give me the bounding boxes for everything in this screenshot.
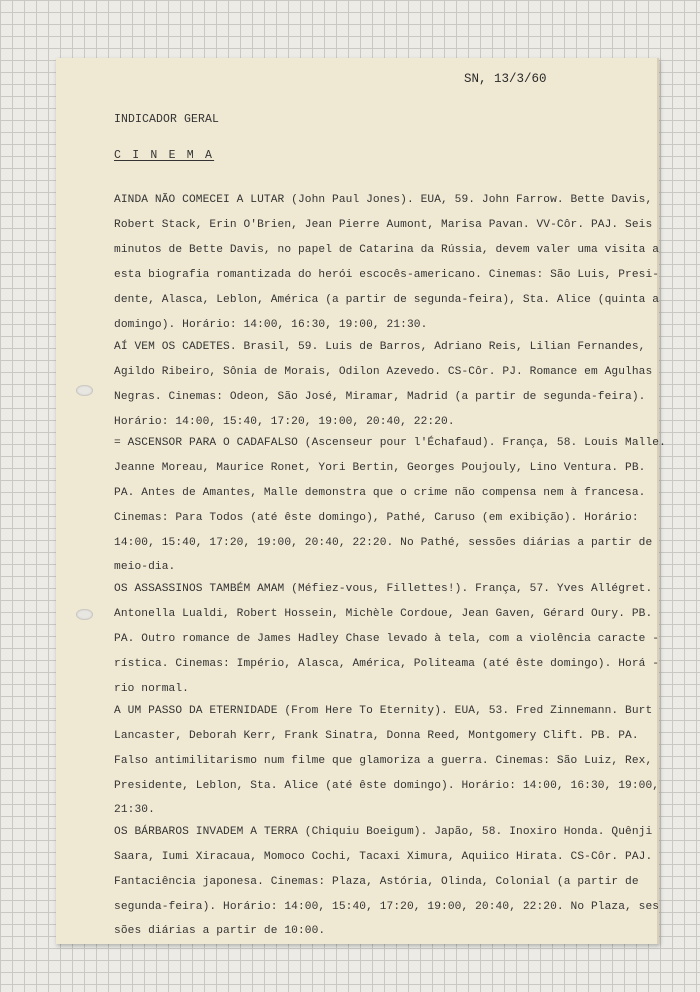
text-line: sões diárias a partir de 10:00. bbox=[114, 925, 326, 937]
text-line: Presidente, Leblon, Sta. Alice (até êste domingo). Horário: 14:00, 16:30, 19:00, bbox=[114, 780, 660, 792]
punch-hole-lower bbox=[76, 609, 93, 620]
text-line: Horário: 14:00, 15:40, 17:20, 19:00, 20:40, 22:20. bbox=[114, 416, 455, 428]
text-line: Antonella Lualdi, Robert Hossein, Michèle Cordoue, Jean Gaven, Gérard Oury. PB. bbox=[114, 608, 653, 620]
text-line: AÍ VEM OS CADETES. Brasil, 59. Luis de Barros, Adriano Reis, Lilian Fernandes, bbox=[114, 341, 646, 353]
text-line: Saara, Iumi Xiracaua, Momoco Cochi, Tacaxi Ximura, Aquiico Hirata. CS-Côr. PAJ. bbox=[114, 851, 653, 863]
text-line: = ASCENSOR PARA O CADAFALSO (Ascenseur pour l'Échafaud). França, 58. Louis Malle. bbox=[114, 437, 666, 449]
date-stamp: SN, 13/3/60 bbox=[464, 72, 547, 86]
text-line: rística. Cinemas: Império, Alasca, América, Politeama (até êste domingo). Horá - bbox=[114, 658, 660, 670]
text-line: PA. Antes de Amantes, Malle demonstra que o crime não compensa nem à francesa. bbox=[114, 487, 646, 499]
text-line: minutos de Bette Davis, no papel de Catarina da Rússia, devem valer uma visita a bbox=[114, 244, 660, 256]
section-title: C I N E M A bbox=[114, 149, 215, 162]
text-line: Negras. Cinemas: Odeon, São José, Miramar, Madrid (a partir de segunda-feira). bbox=[114, 391, 646, 403]
text-line: Cinemas: Para Todos (até êste domingo), Pathé, Caruso (em exibição). Horário: bbox=[114, 512, 639, 524]
text-line: Jeanne Moreau, Maurice Ronet, Yori Bertin, Georges Poujouly, Lino Ventura. PB. bbox=[114, 462, 646, 474]
text-line: esta biografia romantizada do herói escocês-americano. Cinemas: São Luis, Presi- bbox=[114, 269, 660, 281]
text-line: Robert Stack, Erin O'Brien, Jean Pierre Aumont, Marisa Pavan. VV-Côr. PAJ. Seis bbox=[114, 219, 653, 231]
text-line: rio normal. bbox=[114, 683, 189, 695]
typed-document-page bbox=[56, 58, 666, 944]
text-line: PA. Outro romance de James Hadley Chase levado à tela, com a violência caracte - bbox=[114, 633, 660, 645]
document-header: INDICADOR GERAL bbox=[114, 113, 220, 126]
text-line: Falso antimilitarismo num filme que glamoriza a guerra. Cinemas: São Luiz, Rex, bbox=[114, 755, 653, 767]
text-line: 14:00, 15:40, 17:20, 19:00, 20:40, 22:20. No Pathé, sessões diárias a partir de bbox=[114, 537, 653, 549]
text-line: OS ASSASSINOS TAMBÉM AMAM (Méfiez-vous, Fillettes!). França, 57. Yves Allégret. bbox=[114, 583, 653, 595]
text-line: AINDA NÃO COMECEI A LUTAR (John Paul Jones). EUA, 59. John Farrow. Bette Davis, bbox=[114, 194, 653, 206]
text-line: Fantaciência japonesa. Cinemas: Plaza, Astória, Olinda, Colonial (a partir de bbox=[114, 876, 639, 888]
punch-hole-upper bbox=[76, 385, 93, 396]
text-line: segunda-feira). Horário: 14:00, 15:40, 17:20, 19:00, 20:40, 22:20. No Plaza, ses bbox=[114, 901, 660, 913]
text-line: Agildo Ribeiro, Sônia de Morais, Odilon Azevedo. CS-Côr. PJ. Romance em Agulhas bbox=[114, 366, 653, 378]
text-line: A UM PASSO DA ETERNIDADE (From Here To Eternity). EUA, 53. Fred Zinnemann. Burt bbox=[114, 705, 653, 717]
text-line: dente, Alasca, Leblon, América (a partir de segunda-feira), Sta. Alice (quinta a bbox=[114, 294, 660, 306]
text-line: 21:30. bbox=[114, 804, 155, 816]
text-line: Lancaster, Deborah Kerr, Frank Sinatra, Donna Reed, Montgomery Clift. PB. PA. bbox=[114, 730, 639, 742]
text-line: OS BÁRBAROS INVADEM A TERRA (Chiquiu Boeigum). Japão, 58. Inoxiro Honda. Quênji bbox=[114, 826, 653, 838]
text-line: domingo). Horário: 14:00, 16:30, 19:00, 21:30. bbox=[114, 319, 428, 331]
text-line: meio-dia. bbox=[114, 561, 176, 573]
